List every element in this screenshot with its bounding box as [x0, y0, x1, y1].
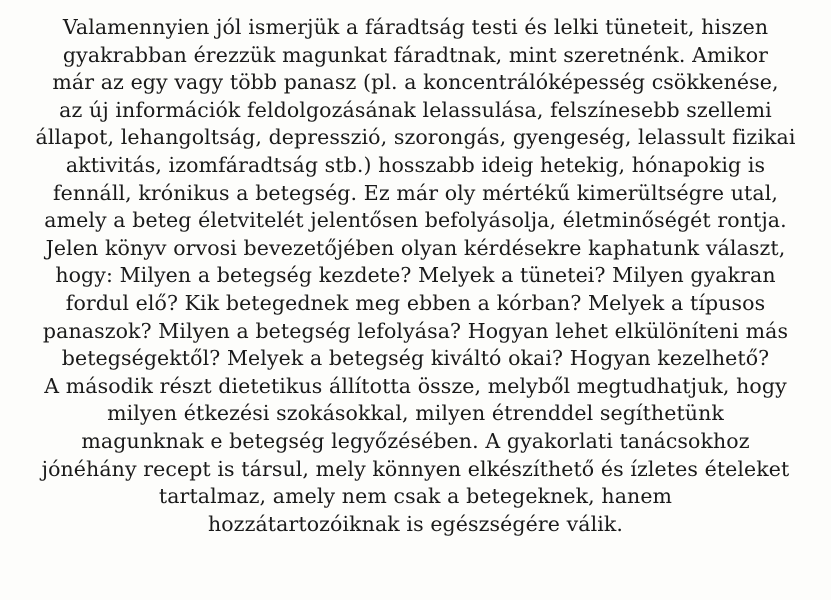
text-line-9: Jelen könyv orvosi bevezetőjében olyan kérdésekre kaphatunk választ, — [45, 235, 786, 260]
text-line-13: betegségektől? Melyek a betegség kiváltó okai? Hogyan kezelhető? — [61, 346, 770, 371]
text-line-1: Valamennyien jól ismerjük a fáradtság testi és lelki tüneteit, hiszen — [62, 15, 769, 39]
text-line-18: tartalmaz, amely nem csak a betegeknek, hanem — [158, 484, 673, 509]
text-line-7: fennáll, krónikus a betegség. Ez már oly mértékű kimerültségre utal, — [52, 180, 778, 205]
text-line-10: hogy: Milyen a betegség kezdete? Melyek a tünetei? Milyen gyakran — [55, 263, 776, 288]
text-line-11: fordul elő? Kik betegednek meg ebben a kórban? Melyek a típusos — [65, 290, 766, 315]
text-line-4: az új információk feldolgozásának lelassulása, felszínesebb szellemi — [59, 97, 772, 122]
text-line-14: A második részt dietetikus állította össze, melyből megtudhatjuk, hogy — [44, 373, 787, 398]
text-line-17: jónéhány recept is társul, mely könnyen elkészíthető és ízletes ételeket — [41, 456, 790, 481]
body-paragraph — [0, 14, 831, 538]
text-line-5: állapot, lehangoltság, depresszió, szorongás, gyengeség, lelassult fizikai — [35, 125, 796, 150]
text-line-19: hozzátartozóiknak is egészségére válik. — [207, 511, 624, 536]
text-line-8: amely a beteg életvitelét jelentősen befolyásolja, életminőségét rontja. — [44, 208, 787, 233]
text-line-12: panaszok? Milyen a betegség lefolyása? Hogyan lehet elkülöníteni más — [42, 318, 789, 343]
text-line-16: magunknak e betegség legyőzésében. A gyakorlati tanácsokhoz — [81, 428, 750, 453]
text-line-15: milyen étkezési szokásokkal, milyen étrenddel segíthetünk — [107, 401, 724, 426]
text-line-3: már az egy vagy több panasz (pl. a koncentrálóképesség csökkenése, — [52, 70, 779, 95]
text-line-2: gyakrabban érezzük magunkat fáradtnak, mint szeretnénk. Amikor — [62, 42, 769, 67]
text-line-6: aktivitás, izomfáradtság stb.) hosszabb ideig hetekig, hónapokig is — [65, 152, 766, 177]
